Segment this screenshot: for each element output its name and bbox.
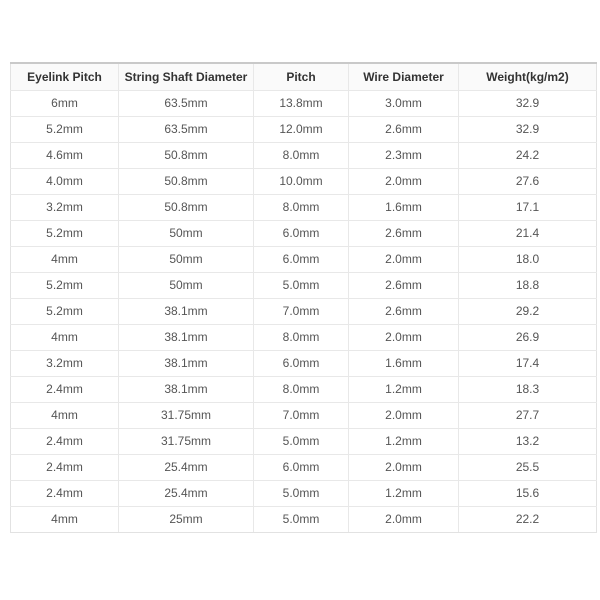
- table-row: [11, 116, 597, 142]
- spec-table: [10, 62, 597, 533]
- column-header: Pitch: [254, 63, 349, 90]
- table-cell: 3.2mm: [11, 194, 119, 220]
- column-header: Wire Diameter: [349, 63, 459, 90]
- table-cell: 5.2mm: [11, 116, 119, 142]
- table-row: [11, 168, 597, 194]
- table-cell: 6.0mm: [254, 350, 349, 376]
- table-cell: 50mm: [119, 246, 254, 272]
- table-cell: 50.8mm: [119, 142, 254, 168]
- table-cell: 7.0mm: [254, 298, 349, 324]
- table-cell: 15.6: [459, 480, 597, 506]
- table-cell: 25mm: [119, 506, 254, 532]
- table-cell: 2.6mm: [349, 116, 459, 142]
- table-cell: 32.9: [459, 90, 597, 116]
- table-cell: 6.0mm: [254, 220, 349, 246]
- table-cell: 63.5mm: [119, 116, 254, 142]
- table-cell: 12.0mm: [254, 116, 349, 142]
- table-cell: 63.5mm: [119, 90, 254, 116]
- table-cell: 26.9: [459, 324, 597, 350]
- table-cell: 5.2mm: [11, 272, 119, 298]
- table-row: [11, 454, 597, 480]
- table-cell: 4mm: [11, 246, 119, 272]
- table-row: [11, 272, 597, 298]
- table-cell: 1.2mm: [349, 376, 459, 402]
- table-cell: 2.4mm: [11, 454, 119, 480]
- table-cell: 32.9: [459, 116, 597, 142]
- table-row: [11, 480, 597, 506]
- table-cell: 4mm: [11, 402, 119, 428]
- table-cell: 2.0mm: [349, 506, 459, 532]
- column-header: Weight(kg/m2): [459, 63, 597, 90]
- table-cell: 2.6mm: [349, 220, 459, 246]
- table-cell: 8.0mm: [254, 142, 349, 168]
- table-cell: 25.4mm: [119, 454, 254, 480]
- table-cell: 31.75mm: [119, 428, 254, 454]
- table-cell: 25.4mm: [119, 480, 254, 506]
- table-cell: 50.8mm: [119, 168, 254, 194]
- table-cell: 21.4: [459, 220, 597, 246]
- table-cell: 27.6: [459, 168, 597, 194]
- table-row: [11, 402, 597, 428]
- table-cell: 25.5: [459, 454, 597, 480]
- table-cell: 2.0mm: [349, 168, 459, 194]
- table-row: [11, 324, 597, 350]
- table-row: [11, 194, 597, 220]
- table-cell: 50mm: [119, 220, 254, 246]
- table-cell: 5.2mm: [11, 298, 119, 324]
- table-cell: 17.1: [459, 194, 597, 220]
- table-cell: 1.6mm: [349, 350, 459, 376]
- table-cell: 50mm: [119, 272, 254, 298]
- table-cell: 50.8mm: [119, 194, 254, 220]
- table-cell: 38.1mm: [119, 298, 254, 324]
- table-cell: 38.1mm: [119, 350, 254, 376]
- table-cell: 2.0mm: [349, 402, 459, 428]
- table-cell: 1.2mm: [349, 428, 459, 454]
- table-cell: 31.75mm: [119, 402, 254, 428]
- table-row: [11, 142, 597, 168]
- table-cell: 27.7: [459, 402, 597, 428]
- table-cell: 2.6mm: [349, 272, 459, 298]
- table-cell: 2.0mm: [349, 246, 459, 272]
- table-cell: 2.0mm: [349, 454, 459, 480]
- table-cell: 6.0mm: [254, 246, 349, 272]
- table-cell: 1.6mm: [349, 194, 459, 220]
- table-cell: 4mm: [11, 324, 119, 350]
- table-cell: 13.2: [459, 428, 597, 454]
- table-cell: 38.1mm: [119, 376, 254, 402]
- table-row: [11, 246, 597, 272]
- table-row: [11, 298, 597, 324]
- column-header: Eyelink Pitch: [11, 63, 119, 90]
- table-row: [11, 220, 597, 246]
- table-cell: 3.2mm: [11, 350, 119, 376]
- table-cell: 29.2: [459, 298, 597, 324]
- table-cell: 2.4mm: [11, 428, 119, 454]
- table-cell: 2.6mm: [349, 298, 459, 324]
- table-cell: 2.3mm: [349, 142, 459, 168]
- table-cell: 7.0mm: [254, 402, 349, 428]
- table-row: [11, 90, 597, 116]
- table-cell: 22.2: [459, 506, 597, 532]
- table-header-row: [11, 63, 597, 90]
- table-cell: 4mm: [11, 506, 119, 532]
- table-cell: 17.4: [459, 350, 597, 376]
- table-cell: 5.0mm: [254, 272, 349, 298]
- table-cell: 2.0mm: [349, 324, 459, 350]
- table-cell: 18.0: [459, 246, 597, 272]
- table-cell: 6.0mm: [254, 454, 349, 480]
- table-cell: 2.4mm: [11, 480, 119, 506]
- table-cell: 24.2: [459, 142, 597, 168]
- table-cell: 4.6mm: [11, 142, 119, 168]
- table-cell: 8.0mm: [254, 376, 349, 402]
- table-cell: 5.2mm: [11, 220, 119, 246]
- table-cell: 5.0mm: [254, 506, 349, 532]
- table-cell: 3.0mm: [349, 90, 459, 116]
- table-cell: 4.0mm: [11, 168, 119, 194]
- table-cell: 18.8: [459, 272, 597, 298]
- table-cell: 8.0mm: [254, 194, 349, 220]
- table-cell: 13.8mm: [254, 90, 349, 116]
- table-row: [11, 350, 597, 376]
- table-cell: 18.3: [459, 376, 597, 402]
- table-row: [11, 506, 597, 532]
- table-row: [11, 376, 597, 402]
- table-cell: 38.1mm: [119, 324, 254, 350]
- table-row: [11, 428, 597, 454]
- table-cell: 1.2mm: [349, 480, 459, 506]
- table-cell: 2.4mm: [11, 376, 119, 402]
- column-header: String Shaft Diameter: [119, 63, 254, 90]
- table-cell: 5.0mm: [254, 428, 349, 454]
- table-cell: 5.0mm: [254, 480, 349, 506]
- table-cell: 10.0mm: [254, 168, 349, 194]
- table-cell: 8.0mm: [254, 324, 349, 350]
- table-cell: 6mm: [11, 90, 119, 116]
